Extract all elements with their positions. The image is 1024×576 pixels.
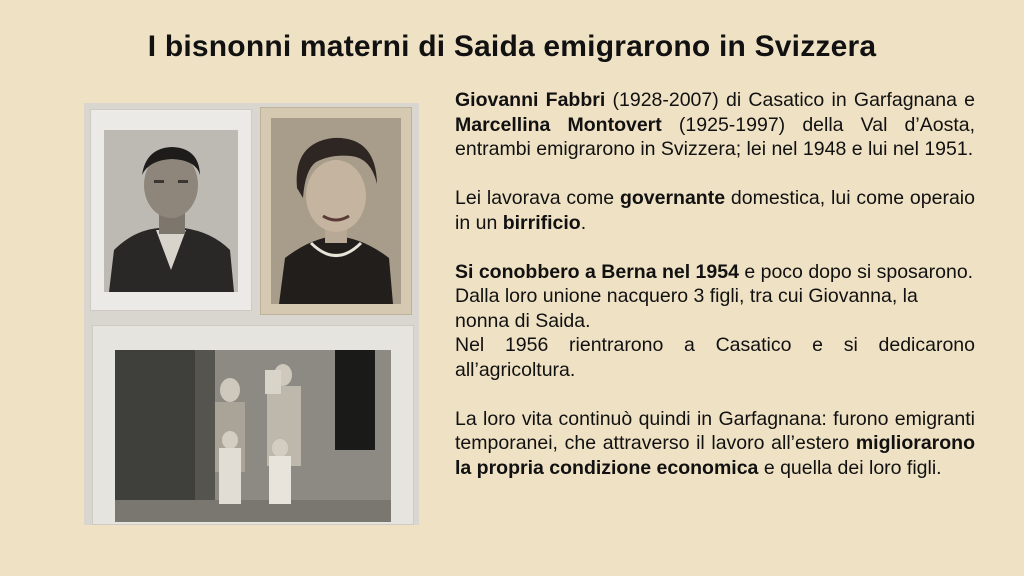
portrait-woman-image <box>271 118 401 304</box>
name-giovanni: Giovanni Fabbri <box>455 89 606 111</box>
bold-birrificio: birrificio <box>502 211 581 234</box>
photo-collage <box>84 103 419 525</box>
slide-title: I bisnonni materni di Saida emigrarono in Svizzera <box>147 30 877 63</box>
bold-meeting: Si conobbero a Berna nel 1954 <box>455 260 739 283</box>
text-span: Lei lavorava come <box>455 187 620 209</box>
family-photo <box>92 325 414 525</box>
paragraph-conclusion <box>455 407 975 481</box>
bold-conclusion: migliorarono la propria condizione economica <box>455 432 975 479</box>
name-marcellina: Marcellina Montovert <box>455 113 662 136</box>
text-span: Nel 1956 rientrarono a Casatico e si dedicarono all’agricoltura. <box>455 334 975 381</box>
paragraph-return <box>455 333 975 382</box>
paragraph-work <box>455 186 975 235</box>
family-image <box>115 350 391 522</box>
paragraph-emigration <box>455 88 975 162</box>
text-span: . <box>580 211 587 234</box>
portrait-woman-photo <box>260 107 412 315</box>
bold-governante: governante <box>619 187 726 209</box>
portrait-man-image <box>104 130 238 292</box>
paragraph-meeting <box>455 260 975 334</box>
slide-body-text <box>455 88 975 480</box>
text-span: (1925-1997) della Val d’Aosta, entrambi emigrarono in Svizzera; lei nel 1948 e lui nel 1951. <box>455 113 976 160</box>
text-span: (1928-2007) di Casatico in Garfagnana e <box>605 89 976 111</box>
portrait-man-photo <box>90 109 252 311</box>
text-span: e poco dopo si sposarono. Dalla loro unione nacquero 3 figli, tra cui Giovanna, la nonna di Saida. <box>455 260 974 332</box>
text-span: La loro vita continuò quindi in Garfagnana: furono emigranti temporanei, che attraverso il lavoro all’estero <box>455 407 975 454</box>
text-span: e quella dei loro figli. <box>758 456 942 479</box>
text-span: domestica, lui come operaio in un <box>455 187 975 234</box>
